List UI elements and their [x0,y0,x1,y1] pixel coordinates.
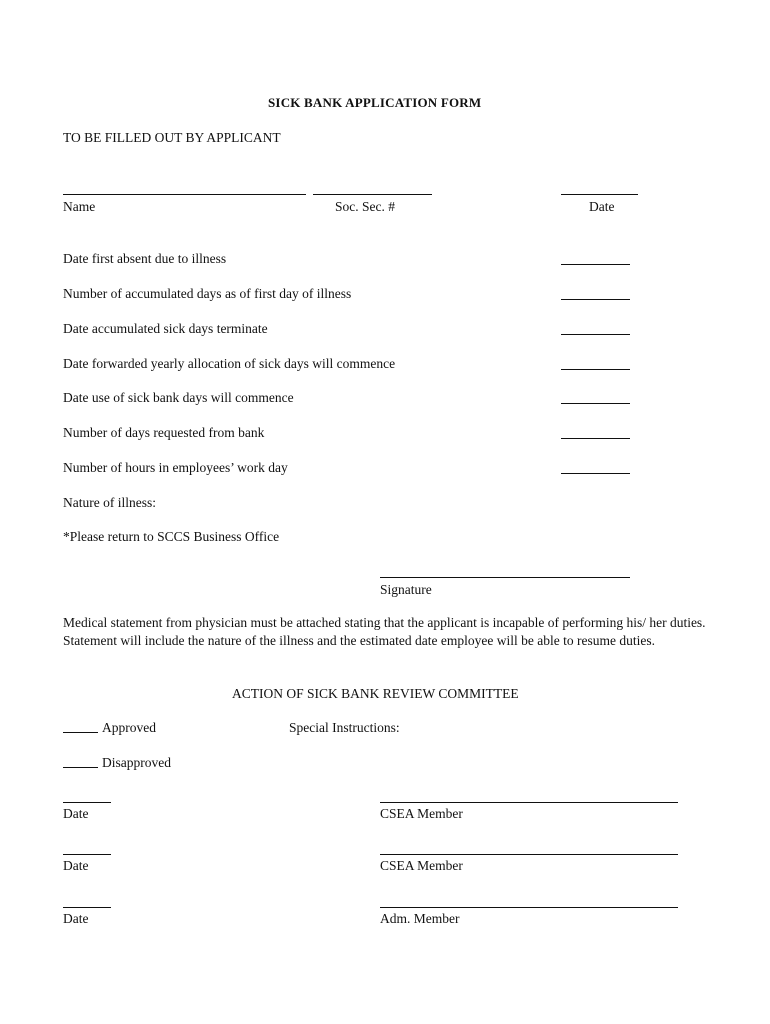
date-label: Date [63,806,89,821]
member-signature-line[interactable] [380,791,678,803]
date-line[interactable] [63,843,111,855]
answer-line[interactable] [561,392,630,404]
answer-line[interactable] [561,253,630,265]
disapproved-label: Disapproved [102,755,171,770]
date-line[interactable] [63,896,111,908]
member-label: CSEA Member [380,858,463,873]
form-subtitle: TO BE FILLED OUT BY APPLICANT [63,130,281,145]
approved-label: Approved [102,720,156,735]
answer-line[interactable] [561,288,630,300]
answer-line[interactable] [561,358,630,370]
question-label: Date first absent due to illness [63,251,227,266]
answer-line[interactable] [561,427,630,439]
question-label: Date forwarded yearly allocation of sick days will commence [63,356,396,371]
question-label: Date use of sick bank days will commence [63,390,294,405]
name-line[interactable] [63,183,306,195]
answer-line[interactable] [561,462,630,474]
member-label: Adm. Member [380,911,460,926]
special-instructions-label: Special Instructions: [289,720,400,735]
return-note: *Please return to SCCS Business Office [63,529,280,544]
member-signature-line[interactable] [380,896,678,908]
medical-statement: Medical statement from physician must be attached stating that the applicant is incapable of performing his/ her duties. Statement will include the nature of the illness and the estimated date employee will be able to resume duties. [63,615,706,648]
question-label: Number of accumulated days as of first day of illness [63,286,352,301]
signature-line[interactable] [380,566,630,578]
member-label: CSEA Member [380,806,463,821]
ssn-line[interactable] [313,183,432,195]
question-label: Number of hours in employees’ work day [63,460,288,475]
question-label: Number of days requested from bank [63,425,265,440]
question-label: Date accumulated sick days terminate [63,321,268,336]
disapproved-line[interactable] [63,756,98,768]
signature-label: Signature [380,582,432,597]
member-signature-line[interactable] [380,843,678,855]
date-label: Date [63,858,89,873]
form-title: SICK BANK APPLICATION FORM [268,95,482,110]
date-label: Date [63,911,89,926]
approved-line[interactable] [63,721,98,733]
committee-heading: ACTION OF SICK BANK REVIEW COMMITTEE [232,686,519,701]
nature-of-illness-label: Nature of illness: [63,495,156,510]
name-label: Name [63,199,96,214]
date-line[interactable] [63,791,111,803]
answer-line[interactable] [561,323,630,335]
ssn-label: Soc. Sec. # [335,199,395,214]
date-line[interactable] [561,183,638,195]
date-label: Date [589,199,615,214]
